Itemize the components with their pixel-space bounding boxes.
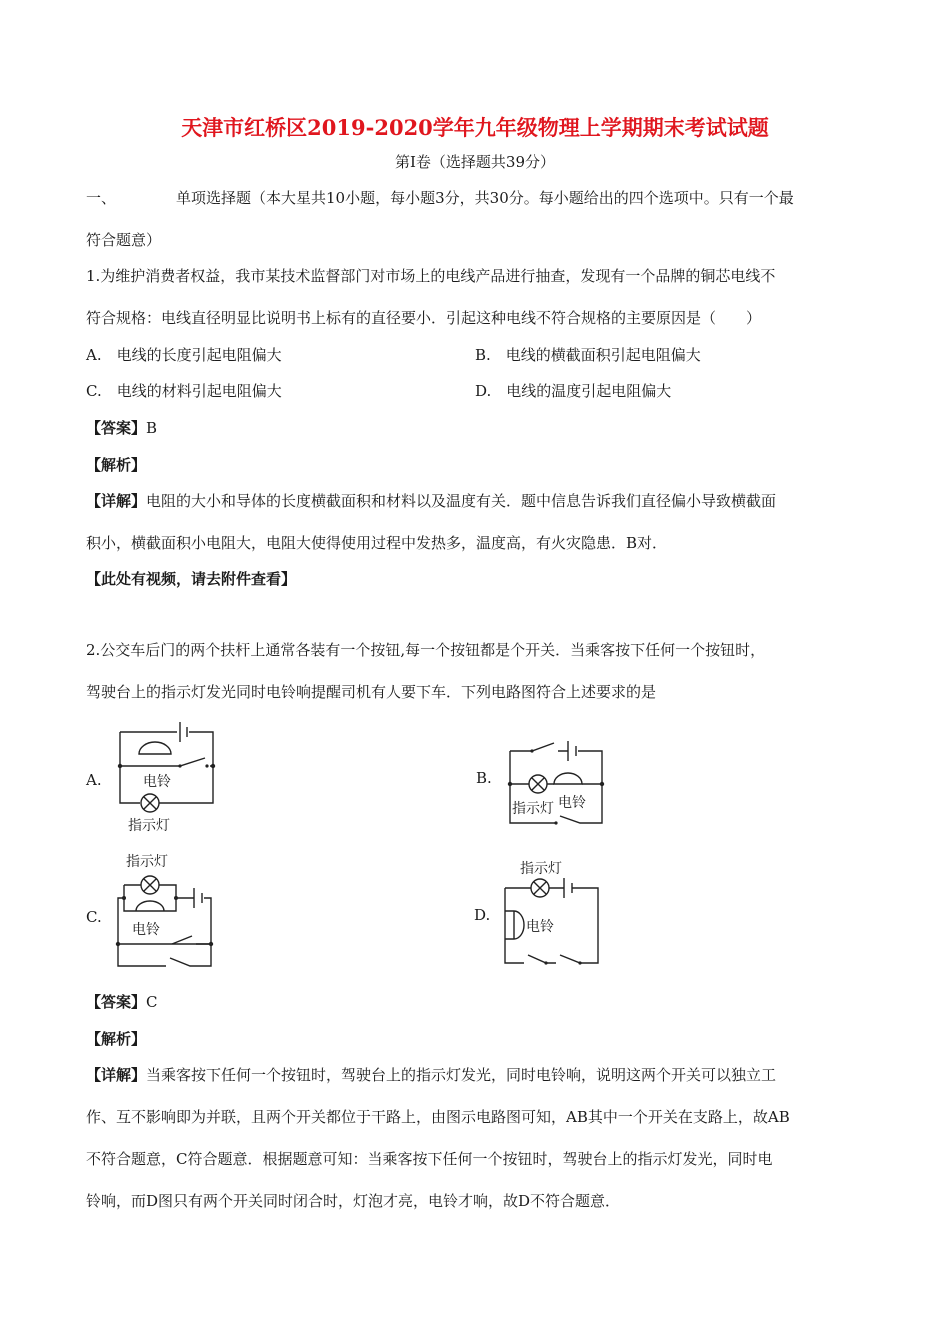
detail-tag: 【详解】 [86,1066,147,1084]
q1-answer [86,418,157,438]
q2-stem-line2: 驾驶台上的指示灯发光同时电铃响提醒司机有人要下车．下列电路图符合上述要求的是 [86,683,657,701]
lamp-label: 指示灯 [126,854,168,870]
circuit-diagram-c [110,848,225,973]
q2-answer [86,992,158,1012]
circuit-diagram-d [500,855,610,970]
figure-b-label: B. [476,769,492,787]
answer-value: C [146,993,158,1011]
section-instructions-cont: 符合题意） [86,231,162,249]
q2-detail-line3: 不符合题意，C符合题意．根据题意可知：当乘客按下任何一个按钮时，驾驶台上的指示灯发光，同时电 [86,1150,773,1168]
q2-stem-line1: 2.公交车后门的两个扶杆上通常各装有一个按钮,每一个按钮都是个开关．当乘客按下任何一个按钮时， [86,641,766,659]
q1-video-note: 【此处有视频，请去附件查看】 [86,570,297,588]
q1-stem-line1: 1.为维护消费者权益，我市某技术监督部门对市场上的电线产品进行抽查，发现有一个品牌的铜芯电线不 [86,267,776,285]
q1-option-c: C. 电线的材料引起电阻偏大 [86,382,282,400]
section-instructions: 单项选择题（本大星共10小题，每小题3分，共30分。每小题给出的四个选项中。只有一个最 [176,189,794,207]
q1-option-b: B. 电线的横截面积引起电阻偏大 [475,346,701,364]
q1-stem-line2: 符合规格：电线直径明显比说明书上标有的直径要小．引起这种电线不符合规格的主要原因是（ ） [86,309,762,327]
lamp-label: 指示灯 [512,801,554,817]
q1-option-a: A. 电线的长度引起电阻偏大 [86,346,282,364]
section-number: 一、 [86,189,117,207]
answer-tag: 【答案】 [86,419,147,437]
detail-text: 当乘客按下任何一个按钮时，驾驶台上的指示灯发光，同时电铃响，说明这两个开关可以独立工 [146,1066,777,1084]
q1-detail-line2: 积小，横截面积小电阻大，电阻大使得使用过程中发热多，温度高，有火灾隐患．B对． [86,534,668,552]
figure-d-label: D. [474,906,491,924]
section-heading [86,188,794,208]
q2-detail-line1 [86,1065,776,1085]
lamp-label: 指示灯 [520,861,562,877]
circuit-diagram-a [110,716,230,841]
answer-tag: 【答案】 [86,993,147,1011]
bell-label: 电铃 [132,922,160,938]
detail-text: 电阻的大小和导体的长度横截面积和材料以及温度有关．题中信息告诉我们直径偏小导致横截面 [146,492,777,510]
q1-analysis-tag: 【解析】 [86,456,147,474]
q2-analysis-tag: 【解析】 [86,1030,147,1048]
bell-label: 电铃 [143,774,171,790]
figure-a-label: A. [86,771,102,789]
circuit-diagram-b [500,738,610,833]
answer-value: B [146,419,158,437]
paper-subtitle: 第Ⅰ卷（选择题共39分） [394,153,555,171]
q2-detail-line4: 铃响，而D图只有两个开关同时闭合时，灯泡才亮，电铃才响，故D不符合题意． [86,1192,621,1210]
document-title: 天津市红桥区2019-2020学年九年级物理上学期期末考试试题 [181,115,769,140]
bell-label: 电铃 [526,919,554,935]
detail-tag: 【详解】 [86,492,147,510]
lamp-label: 指示灯 [128,818,170,834]
q2-detail-line2: 作、互不影响即为并联，且两个开关都位于干路上，由图示电路图可知，AB其中一个开关在支路上，故AB [86,1108,790,1126]
q1-detail-line1 [86,491,776,511]
figure-c-label: C. [86,908,102,926]
q1-option-d: D. 电线的温度引起电阻偏大 [475,382,672,400]
bell-label: 电铃 [558,795,586,811]
